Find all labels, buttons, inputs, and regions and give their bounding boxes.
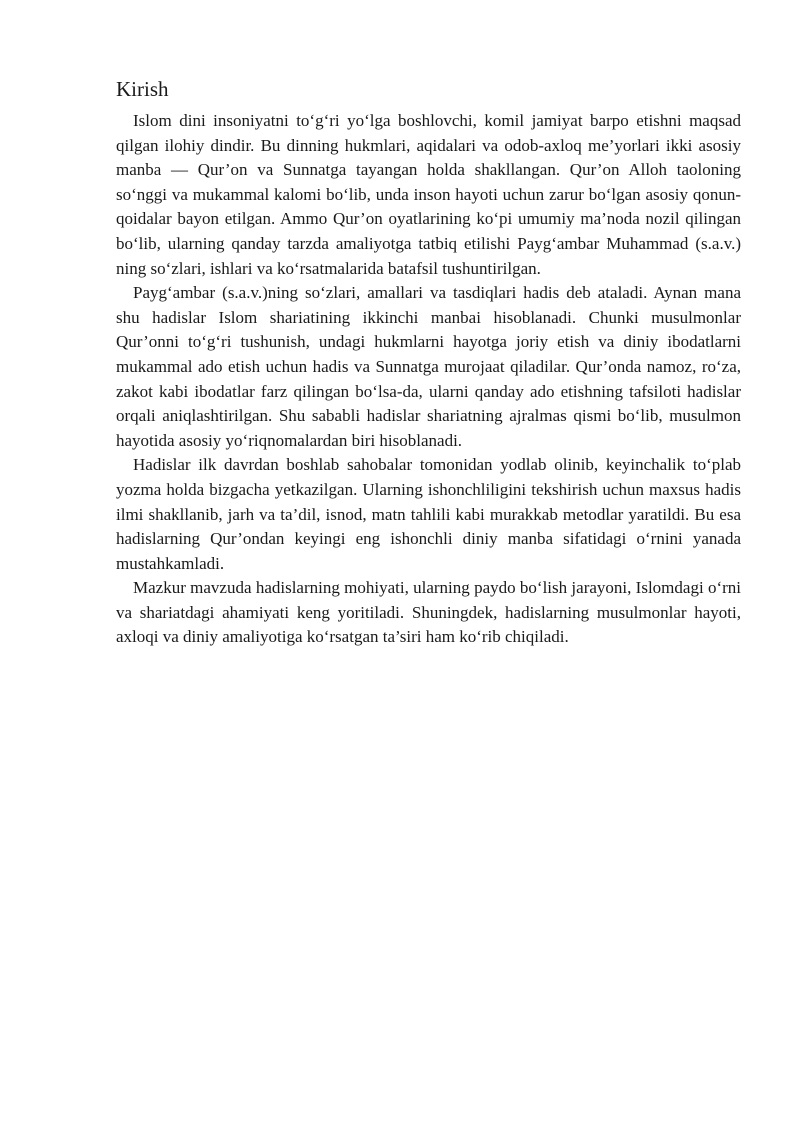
section-heading: Kirish bbox=[116, 77, 169, 101]
paragraph-2: Payg‘ambar (s.a.v.)ning so‘zlari, amallari va tasdiqlari hadis deb ataladi. Aynan mana shu hadislar Islom shariatining ikkinchi manbai hisoblanadi. Chunki musulmonlar Qur’onni to‘g‘ri tushunish, undagi hukmlarni hayotga joriy etish va diniy ibodatlarni mukammal ado etish uchun hadis va Sunnatga murojaat qiladilar. Qur’onda namoz, ro‘za, zakot kabi ibodatlar farz qilingan bo‘lsa-da, ularni qanday ado etishning tafsiloti hadislar orqali aniqlashtirilgan. Shu sababli hadislar shariatning ajralmas qismi bo‘lib, musulmon hayotida asosiy yo‘riqnomalardan biri hisoblanadi. bbox=[116, 283, 741, 450]
paragraph-4: Mazkur mavzuda hadislarning mohiyati, ularning paydo bo‘lish jarayoni, Islomdagi o‘rni va shariatdagi ahamiyati keng yoritiladi. Shuningdek, hadislarning musulmonlar hayoti, axloqi va diniy amaliyotiga ko‘rsatgan ta’siri ham ko‘rib chiqiladi. bbox=[116, 578, 741, 647]
paragraph-3: Hadislar ilk davrdan boshlab sahobalar tomonidan yodlab olinib, keyinchalik to‘plab yozma holda bizgacha yetkazilgan. Ularning ishonchliligini tekshirish uchun maxsus hadis ilmi shakllanib, jarh va ta’dil, isnod, matn tahlili kabi murakkab metodlar yaratildi. Bu esa hadislarning Qur’ondan keyingi eng ishonchli diniy manba sifatidagi o‘rnini yanada mustahkamladi. bbox=[116, 455, 741, 573]
document-page bbox=[116, 76, 741, 650]
paragraph-1: Islom dini insoniyatni to‘g‘ri yo‘lga boshlovchi, komil jamiyat barpo etishni maqsad qilgan ilohiy dindir. Bu dinning hukmlari, aqidalari va odob-axloq me’yorlari ikki asosiy manba — Qur’on va Sunnatga tayangan holda shakllangan. Qur’on Alloh taoloning so‘nggi va mukammal kalomi bo‘lib, unda inson hayoti uchun zarur bo‘lgan asosiy qonun-qoidalar bayon etilgan. Ammo Qur’on oyatlarining ko‘pi umumiy ma’noda nozil qilingan bo‘lib, ularning qanday tarzda amaliyotga tatbiq etilishi Payg‘ambar Muhammad (s.a.v.) ning so‘zlari, ishlari va ko‘rsatmalarida batafsil tushuntirilgan. bbox=[116, 111, 741, 278]
